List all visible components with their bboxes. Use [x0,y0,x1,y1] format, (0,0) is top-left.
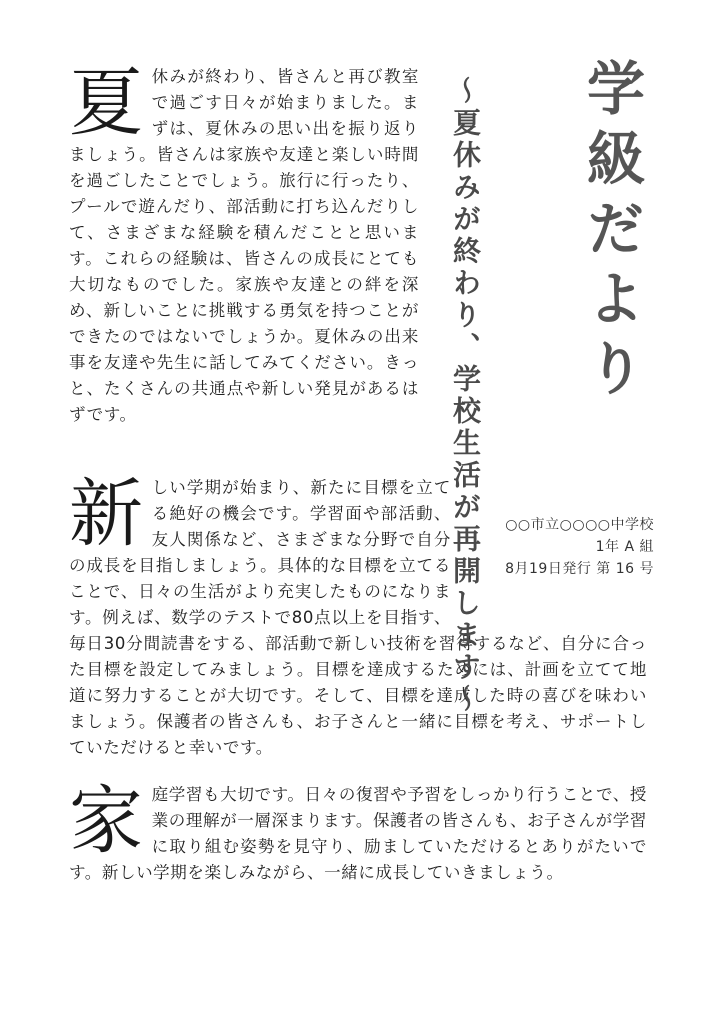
new-term-section-text: しい学期が始まり、新たに目標を立てる絶好の機会です。学習面や部活動、友人関係など、さまざまな分野で自分の成長を目指しましょう。具体的な目標を立てることで、日々の生活がより充実したものになります。例えば、数学のテストで80点以上を目指す、毎日30分間読書をする、部活動で新しい技術を習得するなど、自分に合った目標を設定してみましょう。目標を達成するためには、計画を立てて地道に努力することが大切です。そして、目標を達成した時の喜びを味わいましょう。保護者の皆さんも、お子さんと一緒に目標を考え、サポートしていただけると幸いです。 [69,478,647,757]
newsletter-subtitle: ～夏休みが終わり、学校生活が再開します～ [449,76,482,716]
newsletter-title: 学級だより [577,58,645,408]
drop-cap-summer: 夏 [69,60,144,146]
summer-section-text: 休みが終わり、皆さんと再び教室で過ごす日々が始まりました。まずは、夏休みの思い出を振り返りましょう。皆さんは家族や友達と楽しい時間を過ごしたことでしょう。旅行に行ったり、プールで遊んだり、部活動に打ち込んだりして、さまざまな経験を積んだことと思います。これらの経験は、皆さんの成長にとても大切なものでした。家族や友達との絆を深め、新しいことに挑戦する勇気を持つことができたのではないでしょうか。夏休みの出来事を友達や先生に話してみてください。きっと、たくさんの共通点や新しい発見があるはずです。 [69,67,419,424]
drop-cap-home: 家 [69,778,144,864]
drop-cap-new: 新 [69,471,144,557]
class-name: 1年 A 組 [595,539,654,555]
issue-number: 8月19日発行 第 16 号 [505,561,654,577]
summer-section [69,60,419,428]
issue-info [505,514,654,580]
school-name: ○○市立○○○○中学校 [505,517,654,533]
home-study-section-text: 庭学習も大切です。日々の復習や予習をしっかり行うことで、授業の理解が一層深まります。保護者の皆さんも、お子さんが学習に取り組む姿勢を見守り、励ましていただけるとありがたいです。新しい学期を楽しみながら、一緒に成長していきましょう。 [69,785,647,882]
home-study-section [69,778,647,886]
